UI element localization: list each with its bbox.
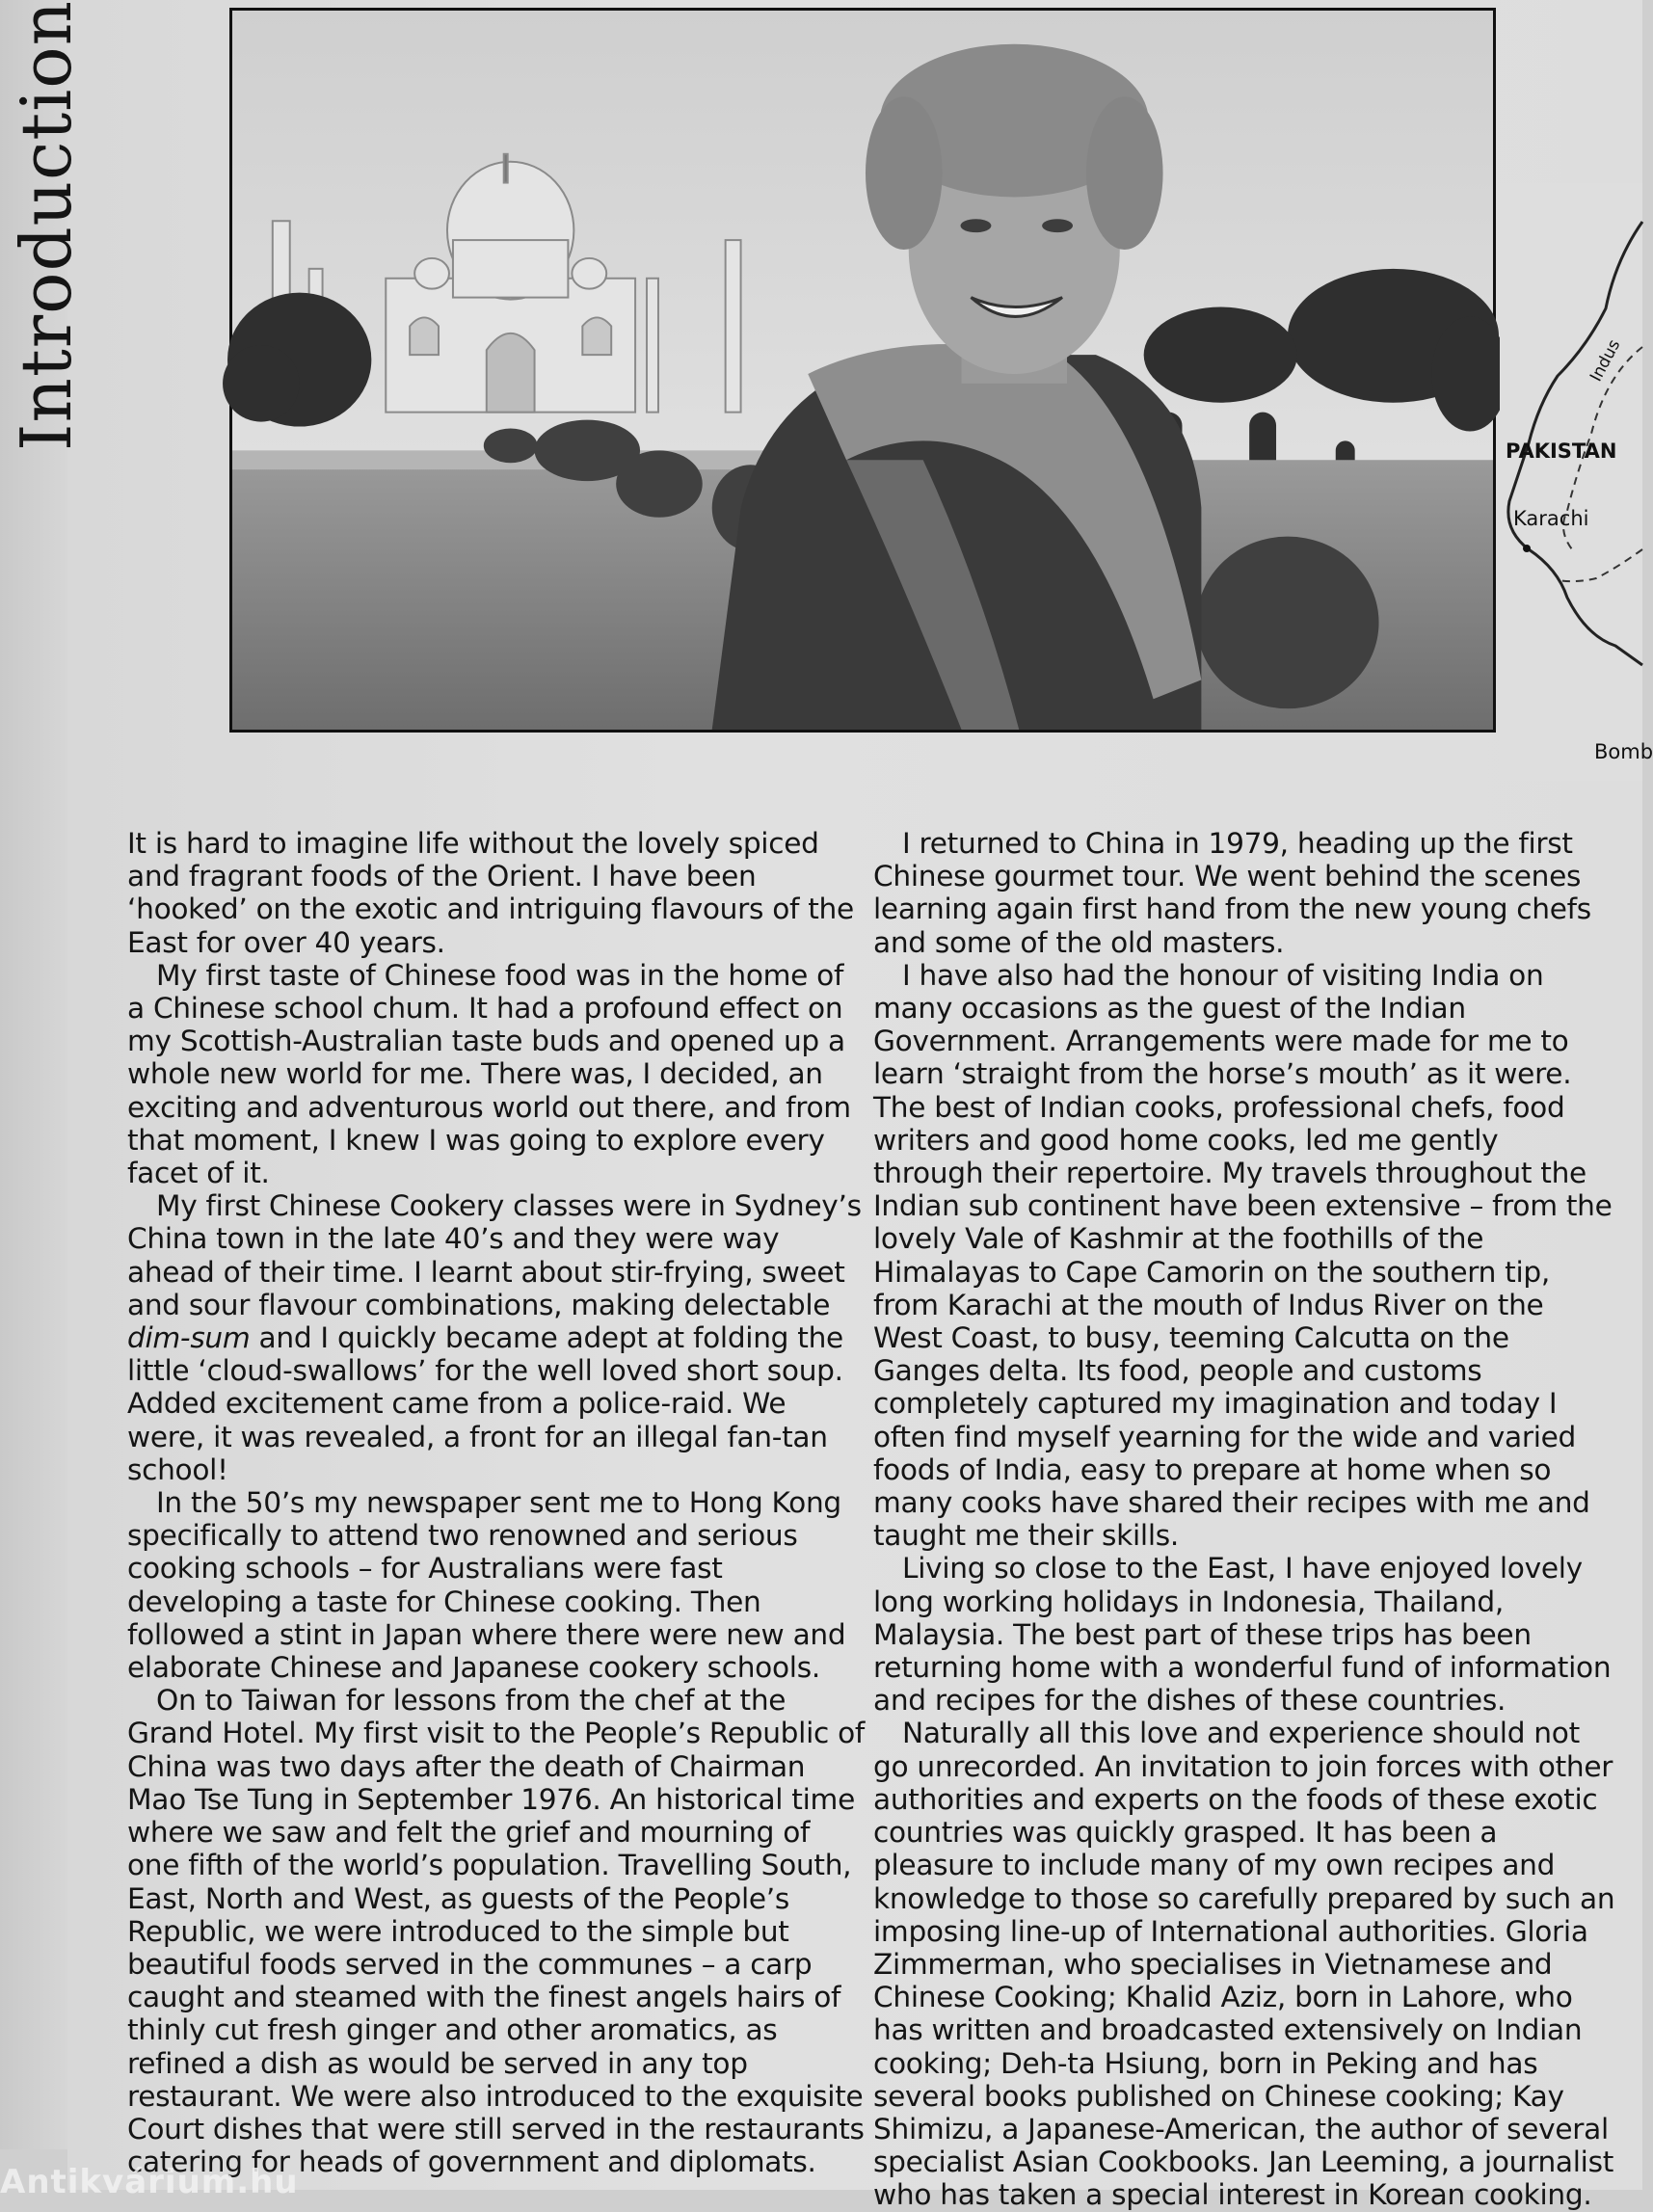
section-title: Introduction: [6, 0, 87, 451]
paragraph: On to Taiwan for lessons from the chef at the Grand Hotel. My first visit to the People’s Republic of China was two days after the death of Chairman Mao Tse Tung in September 1976. An historical time where we saw and felt the grief and mourning of one fifth of the world’s population. Travelling South, East, North and West, as guests of the People’s Republic, we were introduced to the simple but beautiful foods served in the communes – a carp caught and steamed with the finest angels hairs of thinly cut fresh ginger and other aromatics, as refined a dish as would be served in any top restaurant. We were also introduced to the exquisite Court dishes that were still served in the restaurants catering for heads of government and diplomats.: [127, 1684, 866, 2179]
right-text-column: [873, 827, 1615, 2212]
author-photo: [229, 8, 1496, 733]
paragraph: It is hard to imagine life without the lovely spiced and fragrant foods of the Orient. I have been ‘hooked’ on the exotic and intriguing flavours of the East for over 40 years.: [127, 827, 854, 959]
photo-illustration: [232, 11, 1493, 730]
paragraph: Living so close to the East, I have enjoyed lovely long working holidays in Indonesia, Thailand, Malaysia. The best part of these trips has been returning home with a wonderful fund of information and recipes for the dishes of these countries.: [873, 1552, 1612, 1718]
region-map: [1500, 183, 1653, 781]
map-label-country: PAKISTAN: [1506, 440, 1617, 463]
paragraph: In the 50’s my newspaper sent me to Hong Kong specifically to attend two renowned and serious cooking schools – for Australians were fast developing a taste for Chinese cooking. Then followed a stint in Japan where there were new and elaborate Chinese and Japanese cookery schools.: [127, 1486, 846, 1685]
left-text-column: [127, 827, 869, 2178]
paragraph: [127, 1189, 869, 1486]
map-outline: [1500, 183, 1642, 781]
italic-term: dim-sum: [127, 1321, 251, 1355]
paragraph: Naturally all this love and experience should not go unrecorded. An invitation to join forces with other authorities and experts on the foods of these exotic countries was quickly grasped. It has been a pleasure to include many of my own recipes and knowledge to those so carefully prepared by such an imposing line-up of International authorities. Gloria Zimmerman, who specialises in Vietnamese and Chinese Cooking; Khalid Aziz, born in Lahore, who has written and broadcasted extensively on Indian cooking; Deh-ta Hsiung, born in Peking and has several books published on Chinese cooking; Kay Shimizu, a Japanese-American, the author of several specialist Asian Cookbooks. Jan Leeming, a journalist who has taken a special interest in Korean cooking.: [873, 1717, 1615, 2212]
paragraph-text: and I quickly became adept at folding the little ‘cloud-swallows’ for the well loved short soup. Added excitement came from a police-raid. We were, it was revealed, a front for an illegal fan-tan school!: [127, 1321, 843, 1486]
paragraph: I have also had the honour of visiting India on many occasions as the guest of the Indian Government. Arrangements were made for me to learn ‘straight from the horse’s mouth’ as it were. The best of Indian cooks, professional chefs, food writers and good home cooks, led me gently through their repertoire. My travels throughout the Indian sub continent have been extensive – from the lovely Vale of Kashmir at the foothills of the Himalayas to Cape Camorin on the southern tip, from Karachi at the mouth of Indus River on the West Coast, to busy, teeming Calcutta on the Ganges delta. Its food, people and customs completely captured my imagination and today I often find myself yearning for the wide and varied foods of India, easy to prepare at home when so many cooks have shared their recipes with me and taught me their skills.: [873, 958, 1613, 1553]
watermark: Antikvárium.hu: [0, 2163, 299, 2201]
map-label-river: Indus: [1586, 336, 1625, 386]
map-label-bombay: Bomb: [1594, 740, 1653, 763]
paragraph: I returned to China in 1979, heading up the first Chinese gourmet tour. We went behind the scenes learning again first hand from the new young chefs and some of the old masters.: [873, 827, 1591, 959]
paragraph-text: My first Chinese Cookery classes were in Sydney’s China town in the late 40’s and they were way ahead of their time. I learnt about stir-frying, sweet and sour flavour combinations, making delectable: [127, 1189, 862, 1321]
map-label-karachi: Karachi: [1513, 507, 1589, 530]
paragraph: My first taste of Chinese food was in the home of a Chinese school chum. It had a profound effect on my Scottish-Australian taste buds and opened up a whole new world for me. There was, I decided, an exciting and adventurous world out there, and from that moment, I knew I was going to explore every facet of it.: [127, 958, 851, 1190]
